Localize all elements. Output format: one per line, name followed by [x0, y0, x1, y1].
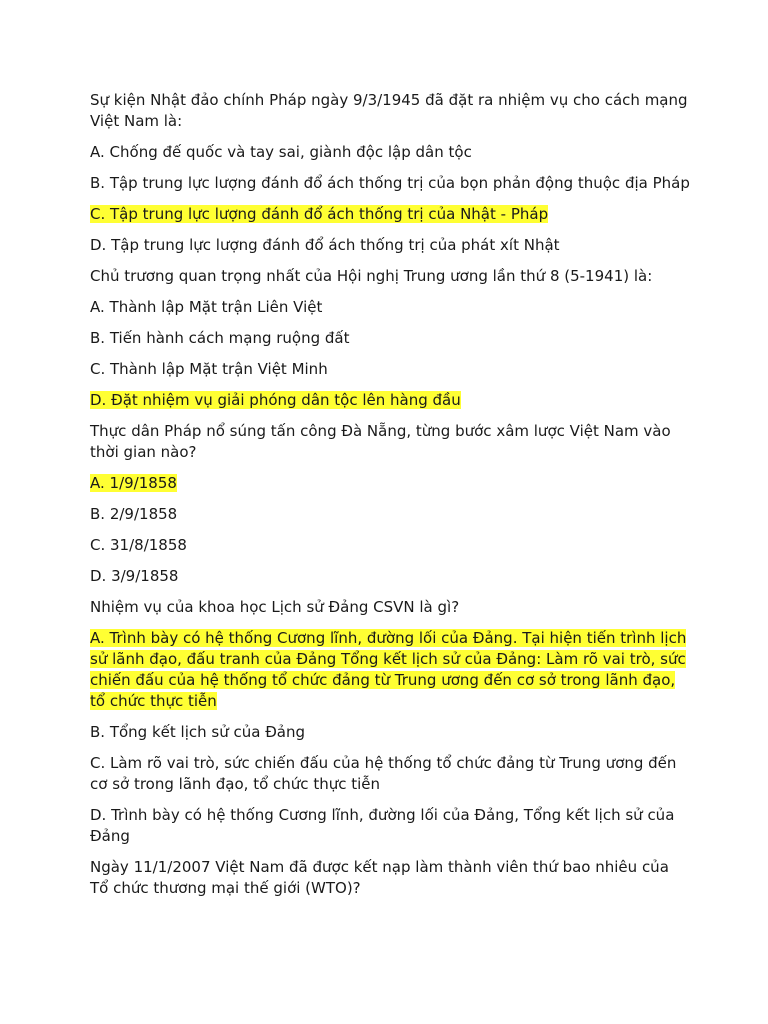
question-4-text: Nhiệm vụ của khoa học Lịch sử Đảng CSVN là gì? — [90, 598, 460, 616]
q4-option-b: B. Tổng kết lịch sử của Đảng — [90, 723, 306, 741]
q1-option-a: A. Chống đế quốc và tay sai, giành độc lập dân tộc — [90, 143, 472, 161]
q2-option-a: A. Thành lập Mặt trận Liên Việt — [90, 298, 323, 316]
q1-option-b: B. Tập trung lực lượng đánh đổ ách thống trị của bọn phản động thuộc địa Pháp — [90, 174, 690, 192]
q4-option-a-highlighted: A. Trình bày có hệ thống Cương lĩnh, đường lối của Đảng. Tại hiện tiến trình lịch sử lãnh đạo, đấu tranh của Đảng Tổng kết lịch sử của Đảng: Làm rõ vai trò, sức chiến đấu của hệ thống tổ chức đảng từ Trung ương đến cơ sở trong lãnh đạo, tổ chức thực tiễn — [90, 629, 687, 710]
q2-option-c: C. Thành lập Mặt trận Việt Minh — [90, 360, 328, 378]
question-3-text: Thực dân Pháp nổ súng tấn công Đà Nẵng, từng bước xâm lược Việt Nam vào thời gian nào? — [90, 422, 671, 461]
q3-option-b: B. 2/9/1858 — [90, 505, 178, 523]
q3-option-d: D. 3/9/1858 — [90, 567, 179, 585]
document-page — [90, 90, 690, 909]
question-2-text: Chủ trương quan trọng nhất của Hội nghị Trung ương lần thứ 8 (5-1941) là: — [90, 267, 653, 285]
q2-option-d-highlighted: D. Đặt nhiệm vụ giải phóng dân tộc lên hàng đầu — [90, 391, 461, 409]
q4-option-c: C. Làm rõ vai trò, sức chiến đấu của hệ thống tổ chức đảng từ Trung ương đến cơ sở trong lãnh đạo, tổ chức thực tiễn — [90, 754, 677, 793]
q1-option-d: D. Tập trung lực lượng đánh đổ ách thống trị của phát xít Nhật — [90, 236, 560, 254]
q3-option-c: C. 31/8/1858 — [90, 536, 187, 554]
q4-option-d: D. Trình bày có hệ thống Cương lĩnh, đường lối của Đảng, Tổng kết lịch sử của Đảng — [90, 806, 675, 845]
question-5-text: Ngày 11/1/2007 Việt Nam đã được kết nạp làm thành viên thứ bao nhiêu của Tổ chức thương mại thế giới (WTO)? — [90, 858, 669, 897]
q3-option-a-highlighted: A. 1/9/1858 — [90, 474, 177, 492]
q2-option-b: B. Tiến hành cách mạng ruộng đất — [90, 329, 350, 347]
q1-option-c-highlighted: C. Tập trung lực lượng đánh đổ ách thống trị của Nhật - Pháp — [90, 205, 549, 223]
question-1-text: Sự kiện Nhật đảo chính Pháp ngày 9/3/1945 đã đặt ra nhiệm vụ cho cách mạng Việt Nam là: — [90, 91, 688, 130]
